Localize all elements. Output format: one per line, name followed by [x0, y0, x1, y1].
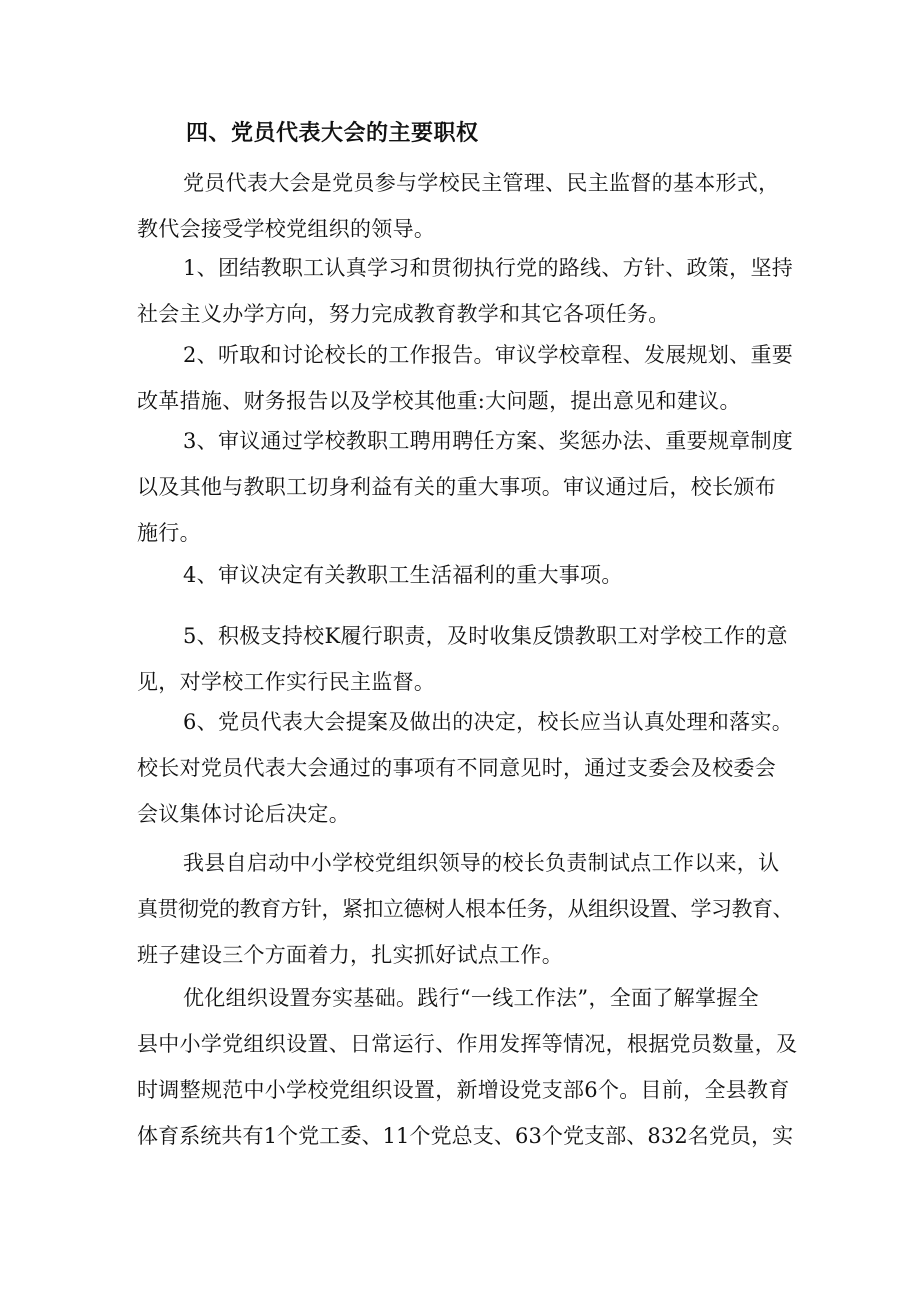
- section-heading: 四、党员代表大会的主要职权: [186, 120, 479, 146]
- paragraph-line: 2、听取和讨论校长的工作报告。审议学校章程、发展规划、重要: [183, 343, 794, 367]
- paragraph-item-5: [137, 613, 797, 705]
- paragraph-line: 见，对学校工作实行民主监督。: [137, 670, 436, 694]
- paragraph-item-4: [137, 552, 797, 598]
- paragraph-line: 优化组织设置夯实基础。践行“一线工作法”，全面了解掌握全: [183, 986, 759, 1010]
- paragraph-line: 社会主义办学方向，努力完成教育教学和其它各项任务。: [137, 302, 670, 326]
- paragraph-line: 体育系统共有1个党工委、11个党总支、63个党支部、832名党员，实: [137, 1124, 794, 1148]
- paragraph-item-6: [137, 699, 797, 837]
- paragraph-line: 施行。: [137, 521, 201, 545]
- paragraph-line: 时调整规范中小学校党组织设置，新增设党支部6个。目前，全县教育: [137, 1078, 790, 1102]
- paragraph-line: 会议集体讨论后决定。: [137, 802, 350, 826]
- paragraph-line: 1、团结教职工认真学习和贯彻执行党的路线、方针、政策，坚持: [183, 256, 794, 280]
- paragraph-line: 党员代表大会是党员参与学校民主管理、民主监督的基本形式，: [183, 171, 780, 195]
- paragraph-item-2: [137, 332, 797, 424]
- paragraph-pilot-work: [137, 840, 797, 978]
- paragraph-line: 3、审议通过学校教职工聘用聘任方案、奖惩办法、重要规章制度: [183, 429, 794, 453]
- paragraph-organization: [137, 975, 797, 1159]
- paragraph-line: 校长对党员代表大会通过的事项有不同意见时，通过支委会及校委会: [137, 756, 776, 780]
- paragraph-line: 班子建设三个方面着力，扎实抓好试点工作。: [137, 943, 563, 967]
- paragraph-line: 教代会接受学校党组织的领导。: [137, 217, 436, 241]
- paragraph-intro: [137, 160, 797, 252]
- paragraph-line: 改革措施、财务报告以及学校其他重:大问题，提出意见和建议。: [137, 389, 741, 413]
- paragraph-item-1: [137, 245, 797, 337]
- paragraph-line: 县中小学党组织设置、日常运行、作用发挥等情况，根据党员数量，及: [137, 1032, 798, 1056]
- paragraph-line: 5、积极支持校K履行职责，及时收集反馈教职工对学校工作的意: [183, 624, 788, 648]
- paragraph-line: 以及其他与教职工切身利益有关的重大事项。审议通过后，校长颁布: [137, 475, 776, 499]
- paragraph-line: 真贯彻党的教育方针，紧扣立德树人根本任务，从组织设置、学习教育、: [137, 897, 793, 921]
- paragraph-item-3: [137, 418, 797, 556]
- paragraph-line: 6、党员代表大会提案及做出的决定，校长应当认真处理和落实。: [183, 710, 794, 734]
- paragraph-line: 4、审议决定有关教职工生活福利的重大事项。: [183, 563, 623, 587]
- paragraph-line: 我县自启动中小学校党组织领导的校长负责制试点工作以来，认: [183, 851, 780, 875]
